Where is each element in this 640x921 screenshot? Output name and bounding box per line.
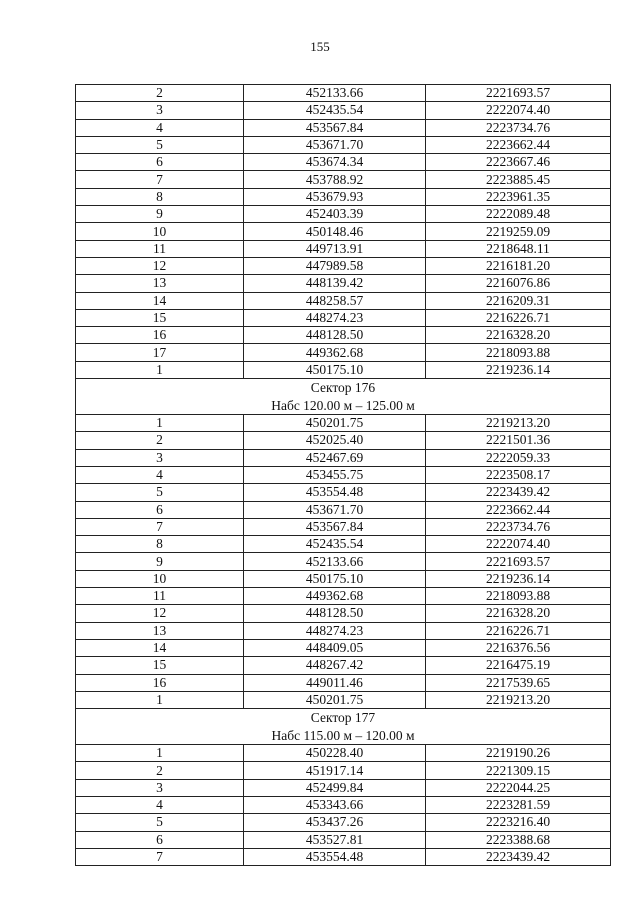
table-row (76, 779, 611, 796)
table-row (76, 154, 611, 171)
x-coordinate-cell: 453674.34 (244, 154, 426, 171)
table-row (76, 102, 611, 119)
point-number-cell: 5 (76, 484, 244, 501)
table-row (76, 292, 611, 309)
x-coordinate-cell: 449362.68 (244, 344, 426, 361)
point-number-cell: 6 (76, 831, 244, 848)
point-number-cell: 13 (76, 622, 244, 639)
sector-height-row (76, 397, 611, 415)
y-coordinate-cell: 2222074.40 (426, 536, 611, 553)
table-row (76, 674, 611, 691)
table-row (76, 223, 611, 240)
page-number: 155 (310, 39, 330, 54)
y-coordinate-cell: 2219236.14 (426, 361, 611, 378)
x-coordinate-cell: 452435.54 (244, 536, 426, 553)
x-coordinate-cell: 452403.39 (244, 206, 426, 223)
point-number-cell: 7 (76, 171, 244, 188)
point-number-cell: 2 (76, 85, 244, 102)
y-coordinate-cell: 2223662.44 (426, 136, 611, 153)
x-coordinate-cell: 453567.84 (244, 518, 426, 535)
point-number-cell: 16 (76, 674, 244, 691)
x-coordinate-cell: 449362.68 (244, 588, 426, 605)
point-number-cell: 11 (76, 240, 244, 257)
x-coordinate-cell: 450201.75 (244, 415, 426, 432)
point-number-cell: 1 (76, 745, 244, 762)
point-number-cell: 10 (76, 570, 244, 587)
x-coordinate-cell: 452133.66 (244, 553, 426, 570)
table-row (76, 85, 611, 102)
x-coordinate-cell: 452025.40 (244, 432, 426, 449)
point-number-cell: 3 (76, 102, 244, 119)
table-row (76, 570, 611, 587)
point-number-cell: 3 (76, 779, 244, 796)
y-coordinate-cell: 2223885.45 (426, 171, 611, 188)
point-number-cell: 5 (76, 814, 244, 831)
point-number-cell: 15 (76, 309, 244, 326)
table-row (76, 796, 611, 813)
table-row (76, 119, 611, 136)
sector-height-range: Набс 115.00 м – 120.00 м (76, 727, 611, 745)
table-row (76, 136, 611, 153)
y-coordinate-cell: 2222074.40 (426, 102, 611, 119)
y-coordinate-cell: 2223388.68 (426, 831, 611, 848)
x-coordinate-cell: 448128.50 (244, 605, 426, 622)
x-coordinate-cell: 448128.50 (244, 327, 426, 344)
point-number-cell: 2 (76, 762, 244, 779)
table-row (76, 588, 611, 605)
y-coordinate-cell: 2217539.65 (426, 674, 611, 691)
x-coordinate-cell: 453679.93 (244, 188, 426, 205)
table-row (76, 466, 611, 483)
point-number-cell: 3 (76, 449, 244, 466)
table-row (76, 848, 611, 865)
x-coordinate-cell: 449713.91 (244, 240, 426, 257)
x-coordinate-cell: 451917.14 (244, 762, 426, 779)
y-coordinate-cell: 2223961.35 (426, 188, 611, 205)
point-number-cell: 7 (76, 848, 244, 865)
table-row (76, 449, 611, 466)
x-coordinate-cell: 453527.81 (244, 831, 426, 848)
table-row (76, 605, 611, 622)
table-row (76, 188, 611, 205)
point-number-cell: 12 (76, 605, 244, 622)
y-coordinate-cell: 2216475.19 (426, 657, 611, 674)
table-row (76, 814, 611, 831)
x-coordinate-cell: 452133.66 (244, 85, 426, 102)
y-coordinate-cell: 2223734.76 (426, 518, 611, 535)
y-coordinate-cell: 2216181.20 (426, 257, 611, 274)
x-coordinate-cell: 450175.10 (244, 361, 426, 378)
point-number-cell: 8 (76, 536, 244, 553)
y-coordinate-cell: 2223734.76 (426, 119, 611, 136)
table-row (76, 639, 611, 656)
table-row (76, 171, 611, 188)
y-coordinate-cell: 2216209.31 (426, 292, 611, 309)
y-coordinate-cell: 2222044.25 (426, 779, 611, 796)
x-coordinate-cell: 453554.48 (244, 848, 426, 865)
x-coordinate-cell: 453671.70 (244, 501, 426, 518)
y-coordinate-cell: 2223662.44 (426, 501, 611, 518)
y-coordinate-cell: 2216328.20 (426, 605, 611, 622)
y-coordinate-cell: 2219213.20 (426, 691, 611, 708)
sector-title: Сектор 177 (76, 709, 611, 727)
point-number-cell: 6 (76, 501, 244, 518)
point-number-cell: 15 (76, 657, 244, 674)
y-coordinate-cell: 2216076.86 (426, 275, 611, 292)
point-number-cell: 13 (76, 275, 244, 292)
point-number-cell: 9 (76, 206, 244, 223)
y-coordinate-cell: 2216376.56 (426, 639, 611, 656)
x-coordinate-cell: 453343.66 (244, 796, 426, 813)
table-row (76, 657, 611, 674)
x-coordinate-cell: 452467.69 (244, 449, 426, 466)
y-coordinate-cell: 2219190.26 (426, 745, 611, 762)
table-row (76, 622, 611, 639)
sector-height-range: Набс 120.00 м – 125.00 м (76, 397, 611, 415)
table-row (76, 206, 611, 223)
table-row (76, 275, 611, 292)
x-coordinate-cell: 453554.48 (244, 484, 426, 501)
table-row (76, 691, 611, 708)
y-coordinate-cell: 2223508.17 (426, 466, 611, 483)
table-row (76, 240, 611, 257)
x-coordinate-cell: 448409.05 (244, 639, 426, 656)
y-coordinate-cell: 2223216.40 (426, 814, 611, 831)
y-coordinate-cell: 2223667.46 (426, 154, 611, 171)
y-coordinate-cell: 2222059.33 (426, 449, 611, 466)
sector-height-row (76, 727, 611, 745)
coordinates-table (75, 84, 611, 866)
x-coordinate-cell: 450175.10 (244, 570, 426, 587)
x-coordinate-cell: 453788.92 (244, 171, 426, 188)
x-coordinate-cell: 452435.54 (244, 102, 426, 119)
y-coordinate-cell: 2218093.88 (426, 344, 611, 361)
sector-title: Сектор 176 (76, 379, 611, 397)
x-coordinate-cell: 453437.26 (244, 814, 426, 831)
y-coordinate-cell: 2218093.88 (426, 588, 611, 605)
y-coordinate-cell: 2223439.42 (426, 848, 611, 865)
point-number-cell: 2 (76, 432, 244, 449)
y-coordinate-cell: 2219236.14 (426, 570, 611, 587)
point-number-cell: 6 (76, 154, 244, 171)
y-coordinate-cell: 2216226.71 (426, 309, 611, 326)
table-row (76, 745, 611, 762)
point-number-cell: 4 (76, 796, 244, 813)
sector-header-row (76, 379, 611, 397)
x-coordinate-cell: 450148.46 (244, 223, 426, 240)
point-number-cell: 1 (76, 361, 244, 378)
x-coordinate-cell: 453567.84 (244, 119, 426, 136)
x-coordinate-cell: 447989.58 (244, 257, 426, 274)
y-coordinate-cell: 2219213.20 (426, 415, 611, 432)
table-row (76, 257, 611, 274)
point-number-cell: 10 (76, 223, 244, 240)
y-coordinate-cell: 2222089.48 (426, 206, 611, 223)
y-coordinate-cell: 2221693.57 (426, 85, 611, 102)
table-row (76, 361, 611, 378)
point-number-cell: 5 (76, 136, 244, 153)
table-row (76, 553, 611, 570)
x-coordinate-cell: 449011.46 (244, 674, 426, 691)
table-row (76, 327, 611, 344)
point-number-cell: 4 (76, 466, 244, 483)
point-number-cell: 9 (76, 553, 244, 570)
y-coordinate-cell: 2221309.15 (426, 762, 611, 779)
table-row (76, 484, 611, 501)
point-number-cell: 14 (76, 292, 244, 309)
point-number-cell: 14 (76, 639, 244, 656)
point-number-cell: 7 (76, 518, 244, 535)
x-coordinate-cell: 448274.23 (244, 309, 426, 326)
y-coordinate-cell: 2221693.57 (426, 553, 611, 570)
table-row (76, 344, 611, 361)
y-coordinate-cell: 2218648.11 (426, 240, 611, 257)
y-coordinate-cell: 2223439.42 (426, 484, 611, 501)
point-number-cell: 8 (76, 188, 244, 205)
x-coordinate-cell: 450228.40 (244, 745, 426, 762)
x-coordinate-cell: 448258.57 (244, 292, 426, 309)
table-row (76, 831, 611, 848)
x-coordinate-cell: 453455.75 (244, 466, 426, 483)
x-coordinate-cell: 448139.42 (244, 275, 426, 292)
sector-header-row (76, 709, 611, 727)
point-number-cell: 1 (76, 415, 244, 432)
point-number-cell: 4 (76, 119, 244, 136)
y-coordinate-cell: 2219259.09 (426, 223, 611, 240)
y-coordinate-cell: 2216226.71 (426, 622, 611, 639)
table-row (76, 501, 611, 518)
table-row (76, 415, 611, 432)
point-number-cell: 1 (76, 691, 244, 708)
point-number-cell: 11 (76, 588, 244, 605)
x-coordinate-cell: 448267.42 (244, 657, 426, 674)
y-coordinate-cell: 2216328.20 (426, 327, 611, 344)
y-coordinate-cell: 2221501.36 (426, 432, 611, 449)
table-row (76, 309, 611, 326)
table-row (76, 518, 611, 535)
table-row (76, 536, 611, 553)
point-number-cell: 17 (76, 344, 244, 361)
x-coordinate-cell: 448274.23 (244, 622, 426, 639)
x-coordinate-cell: 450201.75 (244, 691, 426, 708)
x-coordinate-cell: 453671.70 (244, 136, 426, 153)
point-number-cell: 12 (76, 257, 244, 274)
point-number-cell: 16 (76, 327, 244, 344)
table-row (76, 432, 611, 449)
x-coordinate-cell: 452499.84 (244, 779, 426, 796)
y-coordinate-cell: 2223281.59 (426, 796, 611, 813)
table-row (76, 762, 611, 779)
